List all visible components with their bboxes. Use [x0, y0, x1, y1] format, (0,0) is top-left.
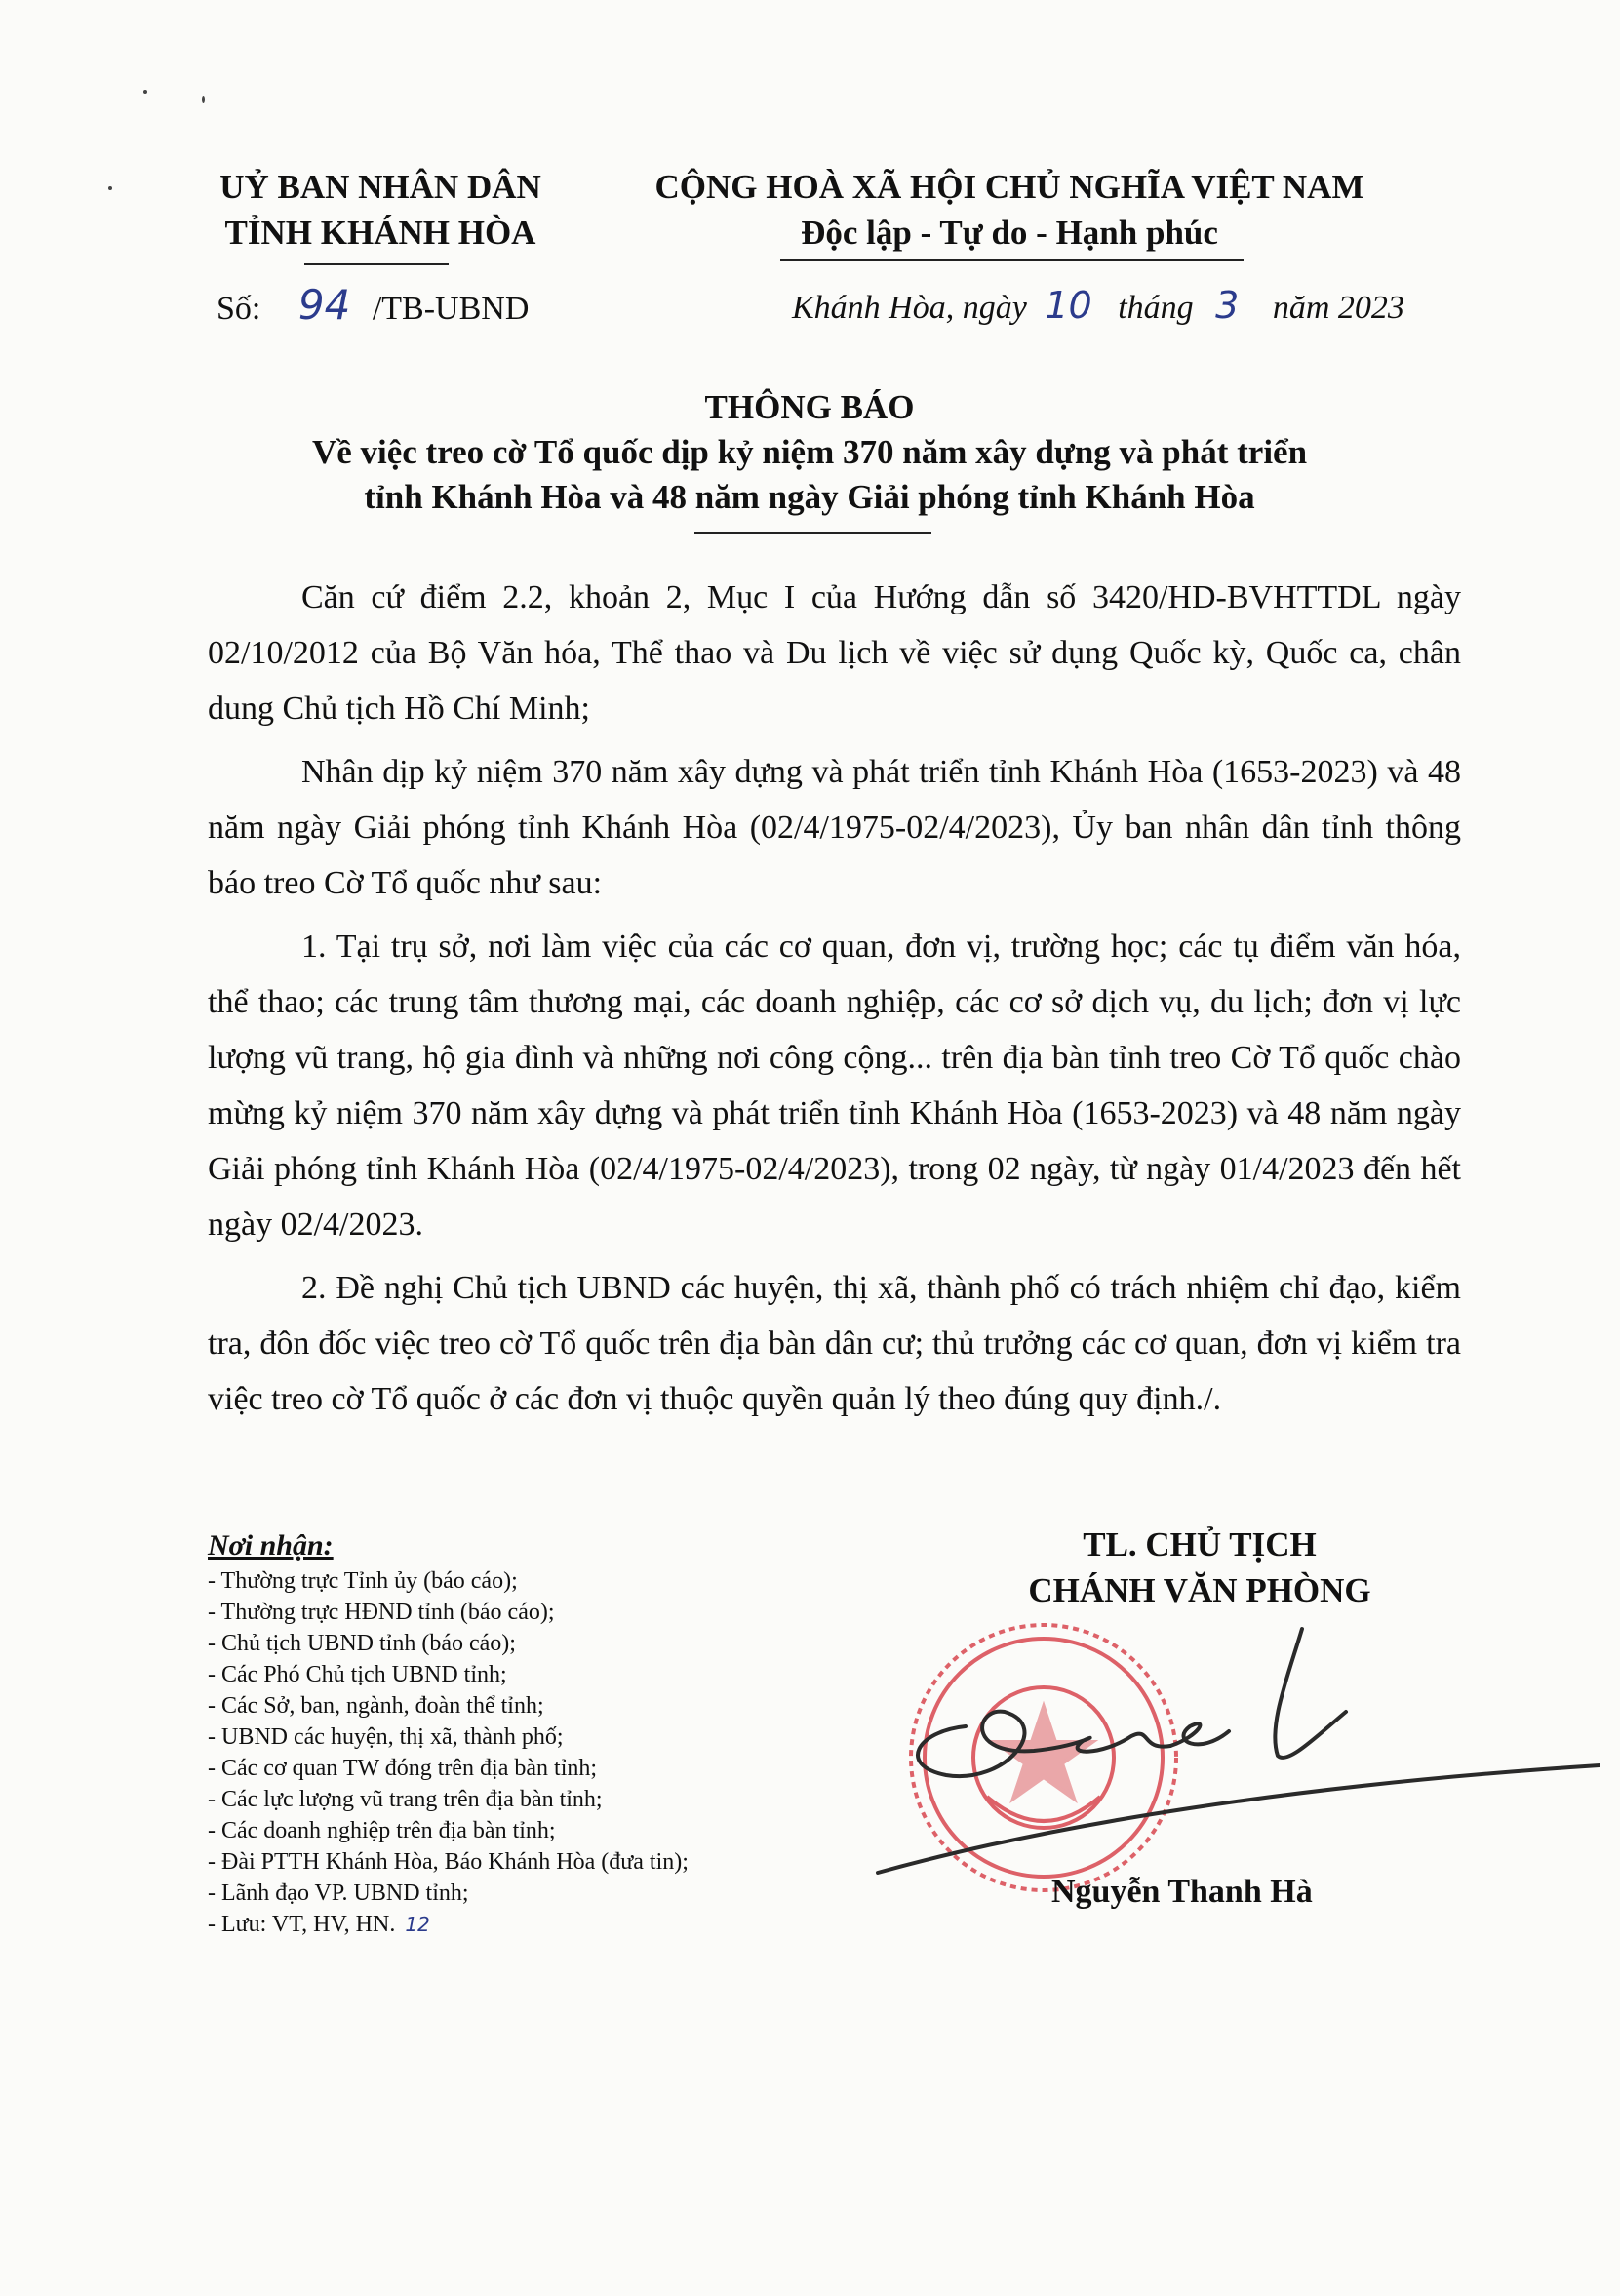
country-name: CỘNG HOÀ XÃ HỘI CHỦ NGHĨA VIỆT NAM [654, 168, 1364, 206]
issuer-line2: TỈNH KHÁNH HÒA [224, 214, 536, 252]
scan-speck [143, 90, 147, 94]
date-prefix: Khánh Hòa, ngày [792, 290, 1027, 326]
recipient-item: - Các Sở, ban, ngành, đoàn thể tỉnh; [208, 1693, 544, 1719]
recipients-title: Nơi nhận: [208, 1529, 334, 1562]
recipient-item: - Lãnh đạo VP. UBND tỉnh; [208, 1880, 469, 1906]
body-paragraph-1: Căn cứ điểm 2.2, khoản 2, Mục I của Hướng dẫn số 3420/HD-BVHTTDL ngày 02/10/2012 của Bộ Văn hóa, Thể thao và Du lịch về việc sử dụng Quốc kỳ, Quốc ca, chân dung Chủ tịch Hồ Chí Minh; [208, 579, 1461, 727]
date-month: 3 [1215, 284, 1240, 327]
recipient-item: - Các Phó Chủ tịch UBND tỉnh; [208, 1662, 507, 1687]
date-year: năm 2023 [1272, 290, 1404, 326]
signer-name: Nguyễn Thanh Hà [1051, 1874, 1313, 1910]
scan-speck [202, 96, 205, 103]
signer-role-line2: CHÁNH VĂN PHÒNG [1028, 1571, 1371, 1609]
typist-initials: 12 [405, 1913, 430, 1936]
document-number [217, 283, 529, 332]
recipient-item: - Các lực lượng vũ trang trên địa bàn tỉnh; [208, 1787, 603, 1812]
national-motto-block [605, 164, 1414, 256]
recipient-item: - Đài PTTH Khánh Hòa, Báo Khánh Hòa (đưa tin); [208, 1849, 689, 1875]
issue-date [792, 283, 1404, 331]
recipient-item: - Thường trực HĐND tỉnh (báo cáo); [208, 1600, 555, 1625]
title-subject-line2: tỉnh Khánh Hòa và 48 năm ngày Giải phóng tỉnh Khánh Hòa [364, 478, 1255, 516]
body-paragraph-3: 1. Tại trụ sở, nơi làm việc của các cơ quan, đơn vị, trường học; các tụ điểm văn hóa, thể thao; các trung tâm thương mại, các doanh nghiệp, các cơ sở dịch vụ, du lịch; đơn vị lực lượng vũ trang, hộ gia đình và những nơi công cộng... trên địa bàn tỉnh treo Cờ Tổ quốc chào mừng kỷ niệm 370 năm xây dựng và phát triển tỉnh Khánh Hòa (1653-2023) và 48 năm ngày Giải phóng tỉnh Khánh Hòa (02/4/1975-02/4/2023), trong 02 ngày, từ ngày 01/4/2023 đến hết ngày 02/4/2023. [208, 929, 1461, 1243]
date-day: 10 [1045, 284, 1092, 327]
issuer-underline [304, 263, 449, 265]
issuer-block [185, 164, 575, 256]
recipient-item [208, 1909, 832, 1940]
title-subject-line1: Về việc treo cờ Tổ quốc dịp kỷ niệm 370 năm xây dựng và phát triển [311, 433, 1308, 471]
number-suffix: /TB-UBND [372, 291, 530, 327]
number-handwritten: 94 [297, 281, 351, 329]
number-prefix: Số: [217, 291, 261, 327]
date-month-label: tháng [1118, 290, 1194, 326]
recipient-item-text: - Lưu: VT, HV, HN. [208, 1912, 396, 1937]
motto-underline [780, 259, 1244, 261]
body-paragraph-2: Nhân dịp kỷ niệm 370 năm xây dựng và phát triển tỉnh Khánh Hòa (1653-2023) và 48 năm ngày Giải phóng tỉnh Khánh Hòa (02/4/1975-02/4/2023), Ủy ban nhân dân tỉnh thông báo treo Cờ Tổ quốc như sau: [208, 754, 1461, 901]
title-main: THÔNG BÁO [704, 388, 915, 426]
handwritten-signature [858, 1619, 1600, 1892]
recipient-item: - Các cơ quan TW đóng trên địa bàn tỉnh; [208, 1756, 598, 1781]
body-paragraph-4: 2. Đề nghị Chủ tịch UBND các huyện, thị xã, thành phố có trách nhiệm chỉ đạo, kiểm tra, đôn đốc việc treo cờ Tổ quốc trên địa bàn dân cư; thủ trưởng các cơ quan, đơn vị kiểm tra việc treo cờ Tổ quốc ở các đơn vị thuộc quyền quản lý theo đúng quy định./. [208, 1270, 1461, 1417]
recipient-item: - UBND các huyện, thị xã, thành phố; [208, 1724, 564, 1750]
notice-title [137, 385, 1482, 520]
title-underline [694, 532, 931, 534]
signer-role-line1: TL. CHỦ TỊCH [1083, 1525, 1317, 1564]
signature-title [966, 1522, 1434, 1613]
motto: Độc lập - Tự do - Hạnh phúc [801, 214, 1218, 252]
recipient-item: - Chủ tịch UBND tỉnh (báo cáo); [208, 1631, 516, 1656]
recipient-item: - Các doanh nghiệp trên địa bàn tỉnh; [208, 1818, 556, 1843]
scan-speck [108, 186, 112, 190]
recipient-item: - Thường trực Tỉnh ủy (báo cáo); [208, 1568, 518, 1594]
notice-body [208, 570, 1461, 1435]
issuer-line1: UỶ BAN NHÂN DÂN [219, 168, 541, 206]
recipients-list [208, 1526, 832, 1940]
